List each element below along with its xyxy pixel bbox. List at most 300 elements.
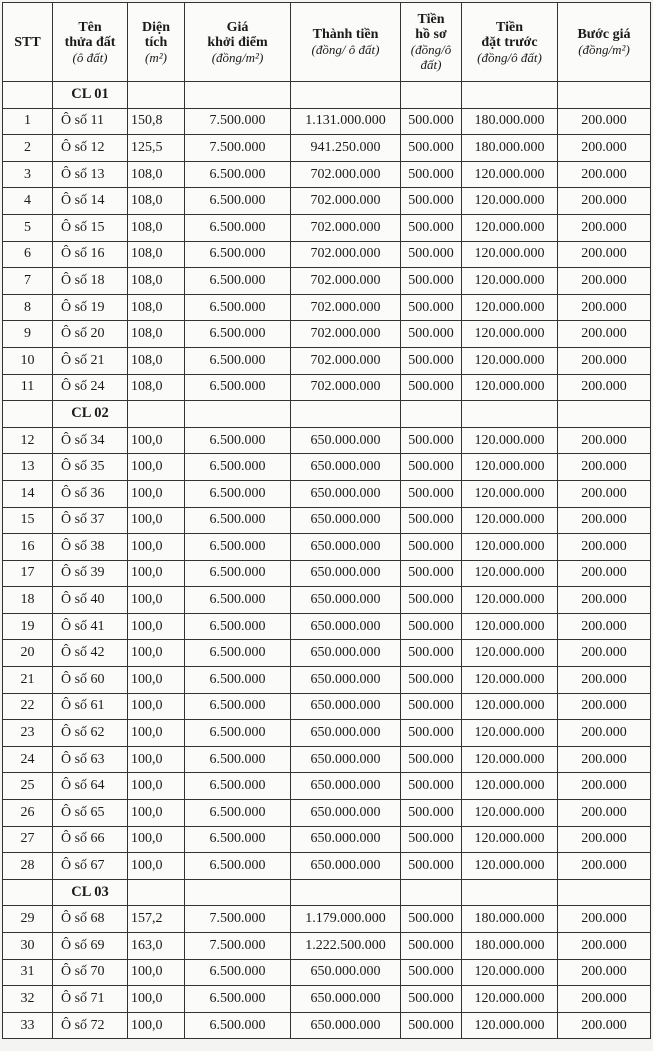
cell-fee: 500.000 — [401, 321, 462, 348]
cell-name: Ô số 68 — [53, 906, 128, 933]
cell-price: 6.500.000 — [185, 321, 291, 348]
cell-total: 650.000.000 — [291, 613, 401, 640]
cell-fee: 500.000 — [401, 135, 462, 162]
empty-cell — [462, 401, 558, 428]
land-auction-table — [2, 2, 651, 1039]
empty-cell — [3, 879, 53, 906]
cell-area: 108,0 — [128, 374, 185, 401]
cell-price: 7.500.000 — [185, 135, 291, 162]
table-body — [3, 82, 651, 1039]
cell-name: Ô số 35 — [53, 454, 128, 481]
cell-stt: 16 — [3, 534, 53, 561]
cell-total: 650.000.000 — [291, 454, 401, 481]
table-row — [3, 826, 651, 853]
cell-step: 200.000 — [558, 959, 651, 986]
table-row — [3, 613, 651, 640]
cell-area: 100,0 — [128, 720, 185, 747]
cell-name: Ô số 71 — [53, 986, 128, 1013]
cell-step: 200.000 — [558, 587, 651, 614]
cell-fee: 500.000 — [401, 454, 462, 481]
cell-stt: 7 — [3, 268, 53, 295]
cell-deposit: 120.000.000 — [462, 214, 558, 241]
cell-deposit: 120.000.000 — [462, 268, 558, 295]
table-row — [3, 587, 651, 614]
table-row — [3, 427, 651, 454]
cell-total: 702.000.000 — [291, 347, 401, 374]
cell-step: 200.000 — [558, 640, 651, 667]
cell-deposit: 120.000.000 — [462, 800, 558, 827]
cell-name: Ô số 24 — [53, 374, 128, 401]
cell-name: Ô số 72 — [53, 1012, 128, 1039]
group-row — [3, 82, 651, 109]
cell-fee: 500.000 — [401, 826, 462, 853]
cell-stt: 27 — [3, 826, 53, 853]
cell-total: 702.000.000 — [291, 268, 401, 295]
table-row — [3, 853, 651, 880]
cell-deposit: 120.000.000 — [462, 1012, 558, 1039]
table-row — [3, 959, 651, 986]
empty-cell — [291, 82, 401, 109]
cell-total: 650.000.000 — [291, 800, 401, 827]
cell-fee: 500.000 — [401, 853, 462, 880]
cell-area: 100,0 — [128, 454, 185, 481]
table-row — [3, 507, 651, 534]
cell-fee: 500.000 — [401, 374, 462, 401]
cell-deposit: 120.000.000 — [462, 853, 558, 880]
cell-step: 200.000 — [558, 986, 651, 1013]
cell-name: Ô số 69 — [53, 933, 128, 960]
cell-price: 6.500.000 — [185, 826, 291, 853]
cell-step: 200.000 — [558, 427, 651, 454]
empty-cell — [291, 879, 401, 906]
cell-fee: 500.000 — [401, 214, 462, 241]
cell-stt: 32 — [3, 986, 53, 1013]
cell-name: Ô số 13 — [53, 161, 128, 188]
cell-area: 100,0 — [128, 773, 185, 800]
cell-name: Ô số 67 — [53, 853, 128, 880]
cell-name: Ô số 40 — [53, 587, 128, 614]
cell-total: 650.000.000 — [291, 693, 401, 720]
cell-name: Ô số 64 — [53, 773, 128, 800]
empty-cell — [558, 82, 651, 109]
cell-price: 6.500.000 — [185, 720, 291, 747]
cell-stt: 25 — [3, 773, 53, 800]
cell-price: 6.500.000 — [185, 161, 291, 188]
cell-name: Ô số 36 — [53, 480, 128, 507]
header-fee: Tiền hồ sơ (đồng/ô đất) — [401, 3, 462, 82]
table-row — [3, 188, 651, 215]
cell-total: 650.000.000 — [291, 1012, 401, 1039]
table-row — [3, 986, 651, 1013]
table-row — [3, 214, 651, 241]
cell-deposit: 120.000.000 — [462, 347, 558, 374]
cell-stt: 23 — [3, 720, 53, 747]
cell-name: Ô số 60 — [53, 667, 128, 694]
table-row — [3, 161, 651, 188]
table-row — [3, 800, 651, 827]
cell-stt: 15 — [3, 507, 53, 534]
cell-fee: 500.000 — [401, 507, 462, 534]
empty-cell — [128, 82, 185, 109]
cell-price: 6.500.000 — [185, 507, 291, 534]
cell-total: 650.000.000 — [291, 640, 401, 667]
cell-name: Ô số 21 — [53, 347, 128, 374]
cell-area: 100,0 — [128, 959, 185, 986]
cell-total: 650.000.000 — [291, 507, 401, 534]
cell-total: 650.000.000 — [291, 746, 401, 773]
table-row — [3, 135, 651, 162]
cell-fee: 500.000 — [401, 959, 462, 986]
cell-name: Ô số 14 — [53, 188, 128, 215]
cell-name: Ô số 42 — [53, 640, 128, 667]
header-price: Giá khởi điểm (đồng/m²) — [185, 3, 291, 82]
cell-name: Ô số 65 — [53, 800, 128, 827]
cell-step: 200.000 — [558, 800, 651, 827]
empty-cell — [401, 879, 462, 906]
cell-fee: 500.000 — [401, 800, 462, 827]
cell-price: 6.500.000 — [185, 560, 291, 587]
empty-cell — [185, 879, 291, 906]
empty-cell — [291, 401, 401, 428]
cell-stt: 21 — [3, 667, 53, 694]
cell-stt: 1 — [3, 108, 53, 135]
cell-name: Ô số 37 — [53, 507, 128, 534]
cell-price: 6.500.000 — [185, 773, 291, 800]
cell-price: 6.500.000 — [185, 214, 291, 241]
cell-fee: 500.000 — [401, 161, 462, 188]
cell-stt: 8 — [3, 294, 53, 321]
cell-name: Ô số 15 — [53, 214, 128, 241]
cell-deposit: 120.000.000 — [462, 507, 558, 534]
cell-area: 125,5 — [128, 135, 185, 162]
cell-stt: 31 — [3, 959, 53, 986]
cell-price: 6.500.000 — [185, 534, 291, 561]
cell-area: 100,0 — [128, 507, 185, 534]
cell-stt: 20 — [3, 640, 53, 667]
cell-step: 200.000 — [558, 480, 651, 507]
cell-area: 100,0 — [128, 853, 185, 880]
cell-area: 150,8 — [128, 108, 185, 135]
table-row — [3, 480, 651, 507]
cell-deposit: 180.000.000 — [462, 108, 558, 135]
cell-total: 650.000.000 — [291, 587, 401, 614]
cell-price: 6.500.000 — [185, 667, 291, 694]
cell-stt: 17 — [3, 560, 53, 587]
cell-fee: 500.000 — [401, 587, 462, 614]
cell-price: 6.500.000 — [185, 800, 291, 827]
cell-total: 702.000.000 — [291, 321, 401, 348]
table-row — [3, 321, 651, 348]
cell-fee: 500.000 — [401, 480, 462, 507]
table-row — [3, 906, 651, 933]
cell-stt: 14 — [3, 480, 53, 507]
group-label: CL 03 — [53, 879, 128, 906]
cell-deposit: 120.000.000 — [462, 746, 558, 773]
empty-cell — [3, 82, 53, 109]
cell-step: 200.000 — [558, 135, 651, 162]
cell-deposit: 120.000.000 — [462, 241, 558, 268]
cell-step: 200.000 — [558, 1012, 651, 1039]
cell-deposit: 120.000.000 — [462, 427, 558, 454]
cell-name: Ô số 63 — [53, 746, 128, 773]
cell-deposit: 120.000.000 — [462, 321, 558, 348]
cell-deposit: 120.000.000 — [462, 613, 558, 640]
cell-area: 100,0 — [128, 800, 185, 827]
cell-area: 100,0 — [128, 667, 185, 694]
table-row — [3, 560, 651, 587]
empty-cell — [128, 879, 185, 906]
group-row — [3, 401, 651, 428]
cell-area: 100,0 — [128, 1012, 185, 1039]
table-row — [3, 667, 651, 694]
cell-fee: 500.000 — [401, 241, 462, 268]
cell-fee: 500.000 — [401, 640, 462, 667]
cell-area: 100,0 — [128, 826, 185, 853]
cell-stt: 12 — [3, 427, 53, 454]
cell-name: Ô số 34 — [53, 427, 128, 454]
cell-total: 1.222.500.000 — [291, 933, 401, 960]
cell-deposit: 120.000.000 — [462, 534, 558, 561]
group-label: CL 02 — [53, 401, 128, 428]
cell-area: 163,0 — [128, 933, 185, 960]
header-total: Thành tiền (đồng/ ô đất) — [291, 3, 401, 82]
cell-name: Ô số 19 — [53, 294, 128, 321]
cell-area: 108,0 — [128, 268, 185, 295]
header-stt: STT — [3, 3, 53, 82]
cell-price: 6.500.000 — [185, 693, 291, 720]
cell-price: 6.500.000 — [185, 347, 291, 374]
cell-step: 200.000 — [558, 853, 651, 880]
table-row — [3, 693, 651, 720]
table-row — [3, 347, 651, 374]
cell-fee: 500.000 — [401, 427, 462, 454]
cell-fee: 500.000 — [401, 986, 462, 1013]
cell-area: 100,0 — [128, 534, 185, 561]
cell-step: 200.000 — [558, 294, 651, 321]
cell-fee: 500.000 — [401, 746, 462, 773]
cell-area: 108,0 — [128, 161, 185, 188]
cell-deposit: 120.000.000 — [462, 560, 558, 587]
cell-price: 6.500.000 — [185, 374, 291, 401]
cell-deposit: 120.000.000 — [462, 294, 558, 321]
cell-deposit: 120.000.000 — [462, 826, 558, 853]
cell-fee: 500.000 — [401, 613, 462, 640]
cell-name: Ô số 66 — [53, 826, 128, 853]
cell-stt: 22 — [3, 693, 53, 720]
cell-step: 200.000 — [558, 613, 651, 640]
cell-step: 200.000 — [558, 241, 651, 268]
group-label: CL 01 — [53, 82, 128, 109]
table-row — [3, 1012, 651, 1039]
cell-area: 100,0 — [128, 613, 185, 640]
cell-fee: 500.000 — [401, 693, 462, 720]
cell-area: 100,0 — [128, 746, 185, 773]
cell-total: 650.000.000 — [291, 667, 401, 694]
table-header — [3, 3, 651, 82]
cell-price: 6.500.000 — [185, 959, 291, 986]
cell-stt: 9 — [3, 321, 53, 348]
cell-step: 200.000 — [558, 693, 651, 720]
cell-total: 650.000.000 — [291, 853, 401, 880]
cell-fee: 500.000 — [401, 294, 462, 321]
cell-area: 100,0 — [128, 986, 185, 1013]
cell-stt: 29 — [3, 906, 53, 933]
table-row — [3, 746, 651, 773]
cell-area: 108,0 — [128, 321, 185, 348]
cell-price: 6.500.000 — [185, 853, 291, 880]
cell-price: 6.500.000 — [185, 294, 291, 321]
group-row — [3, 879, 651, 906]
cell-name: Ô số 62 — [53, 720, 128, 747]
cell-stt: 13 — [3, 454, 53, 481]
cell-total: 650.000.000 — [291, 773, 401, 800]
cell-fee: 500.000 — [401, 773, 462, 800]
cell-area: 108,0 — [128, 188, 185, 215]
cell-step: 200.000 — [558, 933, 651, 960]
empty-cell — [401, 82, 462, 109]
cell-step: 200.000 — [558, 534, 651, 561]
cell-fee: 500.000 — [401, 534, 462, 561]
cell-deposit: 120.000.000 — [462, 693, 558, 720]
cell-total: 702.000.000 — [291, 188, 401, 215]
cell-total: 650.000.000 — [291, 480, 401, 507]
cell-stt: 26 — [3, 800, 53, 827]
cell-deposit: 120.000.000 — [462, 374, 558, 401]
cell-name: Ô số 12 — [53, 135, 128, 162]
table-row — [3, 773, 651, 800]
cell-stt: 2 — [3, 135, 53, 162]
cell-total: 702.000.000 — [291, 241, 401, 268]
cell-price: 6.500.000 — [185, 188, 291, 215]
cell-stt: 5 — [3, 214, 53, 241]
cell-step: 200.000 — [558, 188, 651, 215]
cell-price: 6.500.000 — [185, 986, 291, 1013]
table-row — [3, 454, 651, 481]
cell-stt: 28 — [3, 853, 53, 880]
cell-fee: 500.000 — [401, 933, 462, 960]
empty-cell — [3, 401, 53, 428]
table-row — [3, 241, 651, 268]
cell-deposit: 120.000.000 — [462, 480, 558, 507]
empty-cell — [128, 401, 185, 428]
header-deposit: Tiền đặt trước (đồng/ô đất) — [462, 3, 558, 82]
cell-step: 200.000 — [558, 214, 651, 241]
empty-cell — [462, 82, 558, 109]
cell-area: 108,0 — [128, 347, 185, 374]
cell-step: 200.000 — [558, 826, 651, 853]
cell-total: 650.000.000 — [291, 534, 401, 561]
cell-step: 200.000 — [558, 720, 651, 747]
empty-cell — [185, 401, 291, 428]
cell-total: 941.250.000 — [291, 135, 401, 162]
cell-price: 6.500.000 — [185, 427, 291, 454]
cell-name: Ô số 41 — [53, 613, 128, 640]
cell-deposit: 120.000.000 — [462, 188, 558, 215]
cell-price: 7.500.000 — [185, 906, 291, 933]
table-row — [3, 108, 651, 135]
cell-area: 108,0 — [128, 214, 185, 241]
cell-price: 6.500.000 — [185, 1012, 291, 1039]
cell-stt: 6 — [3, 241, 53, 268]
cell-name: Ô số 70 — [53, 959, 128, 986]
cell-step: 200.000 — [558, 667, 651, 694]
cell-deposit: 120.000.000 — [462, 959, 558, 986]
cell-name: Ô số 20 — [53, 321, 128, 348]
cell-price: 7.500.000 — [185, 933, 291, 960]
cell-name: Ô số 11 — [53, 108, 128, 135]
cell-step: 200.000 — [558, 161, 651, 188]
cell-price: 6.500.000 — [185, 454, 291, 481]
cell-name: Ô số 16 — [53, 241, 128, 268]
cell-name: Ô số 18 — [53, 268, 128, 295]
table-row — [3, 933, 651, 960]
cell-area: 100,0 — [128, 640, 185, 667]
cell-deposit: 120.000.000 — [462, 773, 558, 800]
cell-step: 200.000 — [558, 347, 651, 374]
empty-cell — [558, 879, 651, 906]
cell-deposit: 120.000.000 — [462, 720, 558, 747]
cell-fee: 500.000 — [401, 268, 462, 295]
cell-price: 6.500.000 — [185, 613, 291, 640]
table-row — [3, 268, 651, 295]
cell-total: 1.131.000.000 — [291, 108, 401, 135]
cell-step: 200.000 — [558, 321, 651, 348]
cell-total: 702.000.000 — [291, 294, 401, 321]
cell-deposit: 180.000.000 — [462, 135, 558, 162]
cell-total: 650.000.000 — [291, 427, 401, 454]
cell-name: Ô số 39 — [53, 560, 128, 587]
header-area: Diện tích (m²) — [128, 3, 185, 82]
cell-deposit: 120.000.000 — [462, 454, 558, 481]
cell-fee: 500.000 — [401, 1012, 462, 1039]
cell-total: 1.179.000.000 — [291, 906, 401, 933]
cell-deposit: 120.000.000 — [462, 587, 558, 614]
empty-cell — [401, 401, 462, 428]
cell-fee: 500.000 — [401, 720, 462, 747]
cell-fee: 500.000 — [401, 906, 462, 933]
table-row — [3, 374, 651, 401]
cell-fee: 500.000 — [401, 667, 462, 694]
cell-deposit: 180.000.000 — [462, 933, 558, 960]
cell-step: 200.000 — [558, 454, 651, 481]
cell-area: 100,0 — [128, 587, 185, 614]
cell-deposit: 120.000.000 — [462, 667, 558, 694]
cell-step: 200.000 — [558, 560, 651, 587]
cell-total: 650.000.000 — [291, 826, 401, 853]
cell-stt: 30 — [3, 933, 53, 960]
cell-total: 650.000.000 — [291, 959, 401, 986]
cell-name: Ô số 38 — [53, 534, 128, 561]
cell-area: 100,0 — [128, 560, 185, 587]
cell-total: 650.000.000 — [291, 986, 401, 1013]
cell-step: 200.000 — [558, 268, 651, 295]
cell-name: Ô số 61 — [53, 693, 128, 720]
cell-step: 200.000 — [558, 108, 651, 135]
cell-deposit: 180.000.000 — [462, 906, 558, 933]
cell-step: 200.000 — [558, 507, 651, 534]
cell-step: 200.000 — [558, 746, 651, 773]
cell-area: 108,0 — [128, 294, 185, 321]
cell-area: 157,2 — [128, 906, 185, 933]
cell-deposit: 120.000.000 — [462, 640, 558, 667]
cell-fee: 500.000 — [401, 347, 462, 374]
cell-area: 100,0 — [128, 427, 185, 454]
cell-total: 702.000.000 — [291, 214, 401, 241]
table-row — [3, 640, 651, 667]
cell-stt: 4 — [3, 188, 53, 215]
empty-cell — [558, 401, 651, 428]
cell-stt: 11 — [3, 374, 53, 401]
